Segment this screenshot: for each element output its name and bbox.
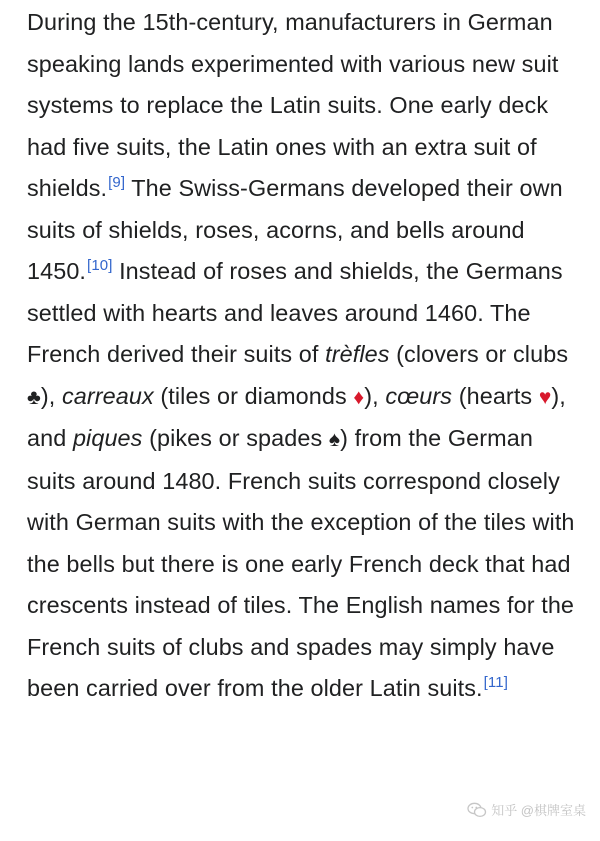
text-segment: Instead of roses and shields, the Germans settled with hearts and leaves around 1460. The French derived their suits of xyxy=(27,258,563,367)
text-segment: During the 15th-century, manufacturers in German speaking lands experimented with various new suit systems to replace the Latin suits. One early deck had five suits, the Latin ones with an extra suit of shields. xyxy=(27,9,559,201)
diamond-suit-icon: ♦ xyxy=(353,385,365,409)
wechat-icon xyxy=(467,802,487,818)
text-segment: ) from the German suits around 1480. French suits correspond closely with German suits with the exception of the tiles with the bells but there is one early French deck that had crescents instead of tiles. The English names for the French suits of clubs and spades may simply have been carried over from the older Latin suits. xyxy=(27,425,575,701)
text-segment: (pikes or spades xyxy=(142,425,329,451)
term-trefles: trèfles xyxy=(325,341,390,367)
watermark xyxy=(467,800,586,819)
citation-link-10[interactable]: [10] xyxy=(87,256,113,274)
term-coeurs: cœurs xyxy=(385,382,453,409)
term-carreaux: carreaux xyxy=(61,382,154,409)
article-paragraph xyxy=(27,2,587,710)
text-segment: (hearts xyxy=(452,382,539,409)
club-suit-icon: ♣ xyxy=(27,385,41,409)
text-segment: ), xyxy=(40,382,62,409)
text-segment: ), xyxy=(364,382,386,409)
text-segment: ), and xyxy=(27,382,566,451)
citation-link-9[interactable]: [9] xyxy=(108,173,126,191)
watermark-text: 知乎 @棋牌室桌 xyxy=(491,803,586,818)
term-piques: piques xyxy=(72,425,143,451)
spade-suit-icon: ♠ xyxy=(328,428,341,451)
heart-suit-icon: ♥ xyxy=(538,385,552,409)
text-segment: The Swiss-Germans developed their own suits of shields, roses, acorns, and bells around 1450. xyxy=(27,175,563,284)
text-segment: (clovers or clubs xyxy=(389,341,569,367)
citation-link-11[interactable]: [11] xyxy=(483,673,508,691)
text-segment: (tiles or diamonds xyxy=(153,382,354,409)
